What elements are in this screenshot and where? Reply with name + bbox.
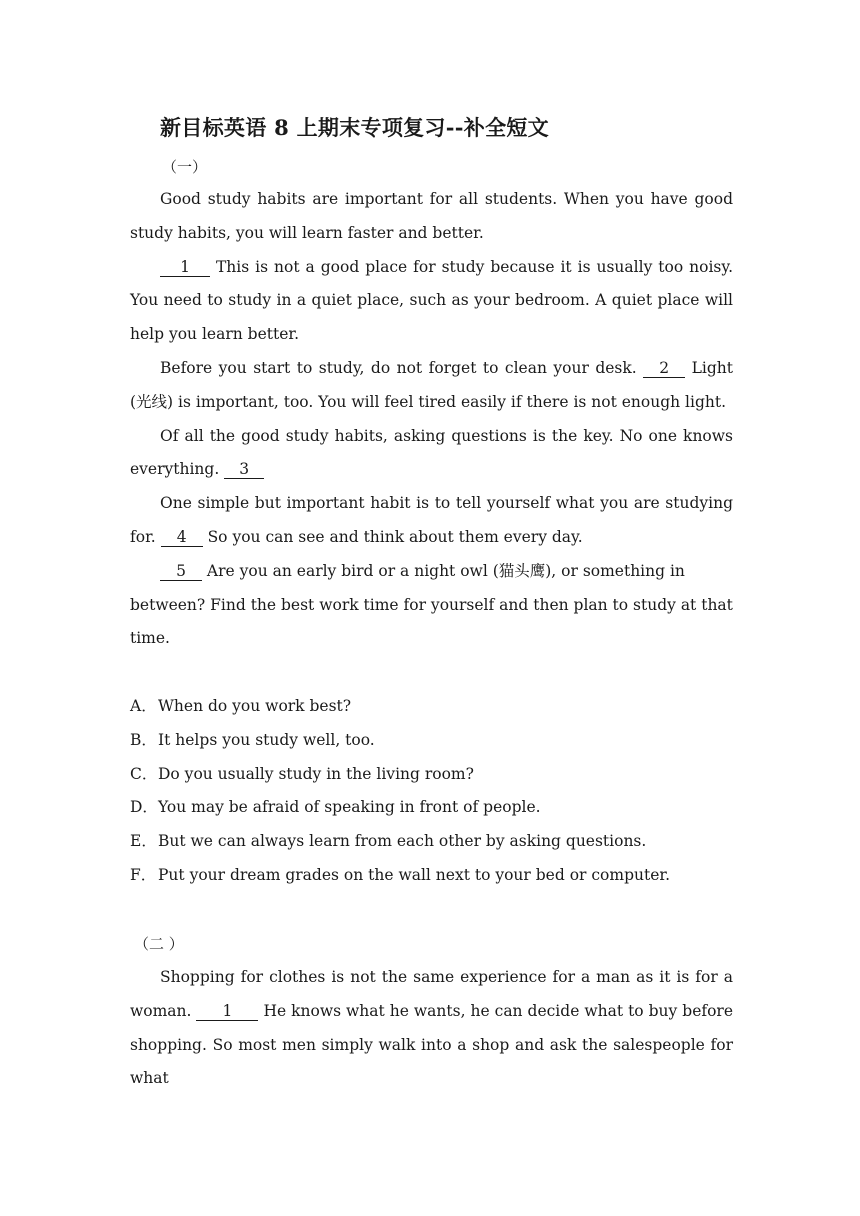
option-a: A．When do you work best? <box>130 697 352 715</box>
passage-one-paragraph-6: 5 Are you an early bird or a night owl (猫头鹰), or something in between? Find the best work time for yourself and then plan to study at that time. <box>130 561 733 648</box>
section-two-marker: （二 ） <box>134 935 184 953</box>
blank-two-1: 1 <box>196 1003 258 1021</box>
passage-one <box>130 183 733 656</box>
option-f: F． Put your dream grades on the wall next to your bed or computer. <box>130 865 671 884</box>
passage-one-paragraph-5: One simple but important habit is to tell yourself what you are studying for. 4 So you can see and think about them every day. <box>130 494 733 546</box>
option-e: E．But we can always learn from each other by asking questions. <box>130 832 647 851</box>
passage-one-paragraph-2: 1 This is not a good place for study because it is usually too noisy. You need to study in a quiet place, such as your bedroom. A quiet place will help you learn better. <box>130 257 733 344</box>
blank-3: 3 <box>224 461 264 479</box>
passage-one-paragraph-1: Good study habits are important for all students. When you have good study habits, you will learn faster and better. <box>130 190 733 242</box>
option-b: B．It helps you study well, too. <box>130 730 375 749</box>
answer-options <box>130 690 670 893</box>
passage-two-paragraph-1: Shopping for clothes is not the same experience for a man as it is for a woman. 1 He knows what he wants, he can decide what to buy before shopping. So most men simply walk into a shop and ask the salespeople for what <box>130 968 734 1088</box>
blank-1: 1 <box>160 259 210 277</box>
blank-4: 4 <box>161 529 203 547</box>
option-d: D．You may be afraid of speaking in front of people. <box>130 798 541 817</box>
blank-2: 2 <box>643 360 685 378</box>
passage-one-paragraph-3: Before you start to study, do not forget to clean your desk. 2 Light (光线) is important, too. You will feel tired easily if there is not enough light. <box>130 358 733 411</box>
passage-two <box>130 961 733 1096</box>
passage-one-paragraph-4: Of all the good study habits, asking questions is the key. No one knows everything. 3 <box>130 426 733 479</box>
option-c: C．Do you usually study in the living room? <box>130 764 474 783</box>
blank-5: 5 <box>160 563 202 581</box>
page-title: 新目标英语 8 上期末专项复习--补全短文 <box>160 115 549 140</box>
section-one-marker: （一） <box>162 158 208 176</box>
